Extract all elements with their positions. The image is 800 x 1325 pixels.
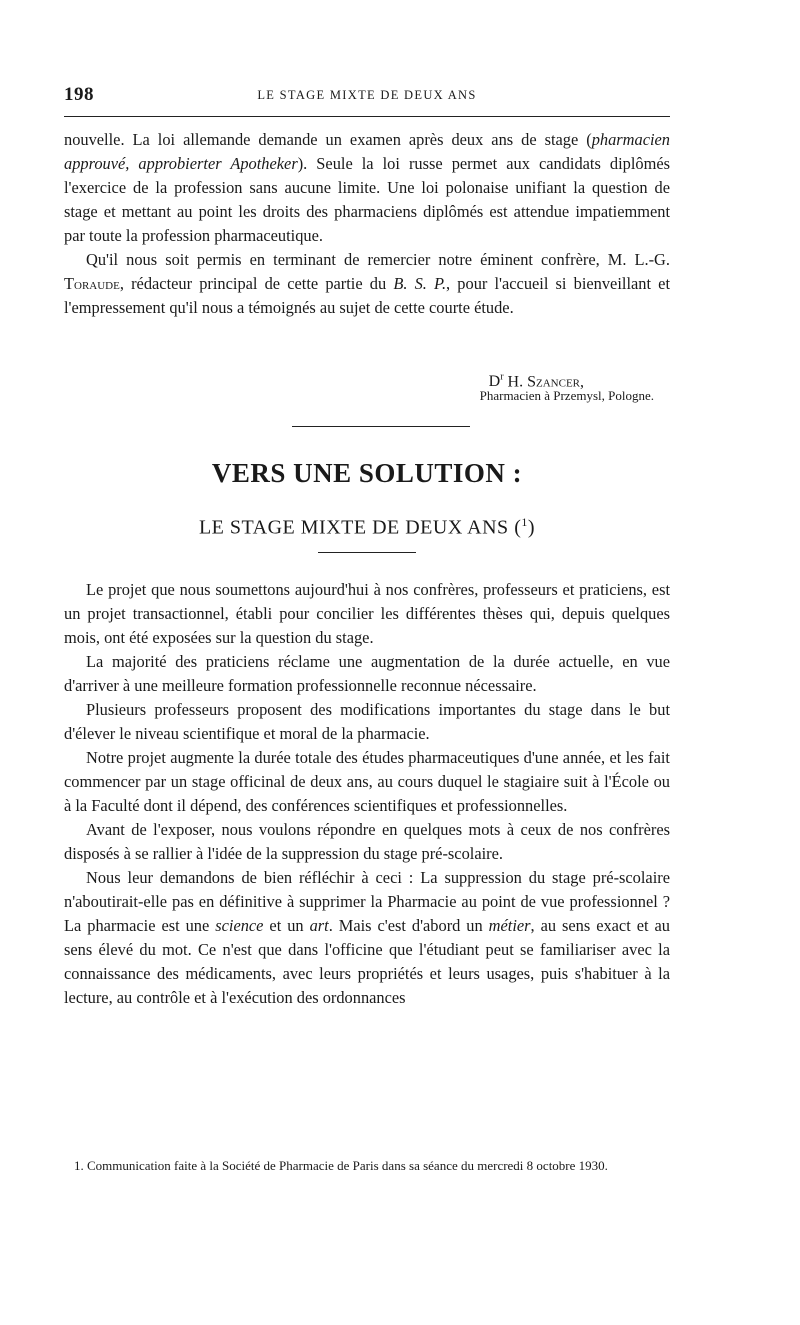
- running-title: LE STAGE MIXTE DE DEUX ANS: [257, 88, 477, 102]
- article-body: [64, 578, 670, 1010]
- article-paragraph: La majorité des praticiens réclame une augmentation de la durée actuelle, en vue d'arriver à une meilleure formation professionnelle reconnue nécessaire.: [64, 652, 670, 695]
- previous-paragraph: nouvelle. La loi allemande demande un examen après deux ans de stage (pharmacien approuvé, approbierter Apotheker). Seule la loi russe permet aux candidats diplômés l'exercice de la profession sans aucune limite. Une loi polonaise unifiant la question de stage et mettant au point les droits des pharmaciens diplômés est attendue impatiemment par toute la profession pharmaceutique.: [64, 130, 670, 245]
- article-title: VERS UNE SOLUTION :: [211, 458, 523, 488]
- previous-paragraph: Qu'il nous soit permis en terminant de remercier notre éminent confrère, M. L.-G. Toraude, rédacteur principal de cette partie du B. S. P., pour l'accueil si bienveillant et l'empressement qu'il nous a témoignés au sujet de cette courte étude.: [64, 250, 670, 317]
- footnote: [64, 1156, 674, 1175]
- section-divider: [292, 426, 470, 427]
- article-paragraph: Le projet que nous soumettons aujourd'hui à nos confrères, professeurs et praticiens, est un projet transactionnel, établi pour concilier les différentes thèses qui, depuis quelques mois, ont été exposées sur la question du stage.: [64, 580, 670, 647]
- running-header: [64, 84, 670, 114]
- previous-article-body: [64, 128, 670, 320]
- signature-name: $D^r$ H. Szancer,: [488, 372, 584, 391]
- article-subtitle: LE STAGE MIXTE DE DEUX ANS ($^1$): [198, 515, 536, 539]
- article-paragraph: Nous leur demandons de bien réfléchir à ceci : La suppression du stage pré-scolaire n'aboutirait-elle pas en définitive à supprimer la Pharmacie au point de vue professionnel ? La pharmacie est une science et un art. Mais c'est d'abord un métier, au sens exact et au sens élevé du mot. Ce n'est que dans l'officine que l'étudiant peut se familiariser avec la connaissance des médicaments, avec leurs propriétés et leurs usages, puis s'habituer à la lecture, au contrôle et à l'exécution des ordonnances: [64, 868, 670, 1007]
- article-paragraph: Plusieurs professeurs proposent des modifications importantes du stage dans le but d'élever le niveau scientifique et moral de la pharmacie.: [64, 700, 670, 743]
- footnote-text: 1. Communication faite à la Société de Pharmacie de Paris dans sa séance du mercredi 8 octobre 1930.: [74, 1158, 608, 1173]
- title-divider: [318, 552, 416, 553]
- page-number: 198: [64, 84, 94, 105]
- article-paragraph: Avant de l'exposer, nous voulons répondre en quelques mots à ceux de nos confrères disposés à se rallier à l'idée de la suppression du stage pré-scolaire.: [64, 820, 670, 863]
- signature-affiliation: Pharmacien à Przemysl, Pologne.: [479, 388, 654, 403]
- article-paragraph: Notre projet augmente la durée totale des études pharmaceutiques d'une année, et les fait commencer par un stage officinal de deux ans, au cours duquel le stagiaire suit à l'École ou à la Faculté dont il dépend, des conférences scientifiques et professionnelles.: [64, 748, 670, 815]
- header-rule: [64, 116, 670, 117]
- footnote-marker: 1: [521, 515, 528, 529]
